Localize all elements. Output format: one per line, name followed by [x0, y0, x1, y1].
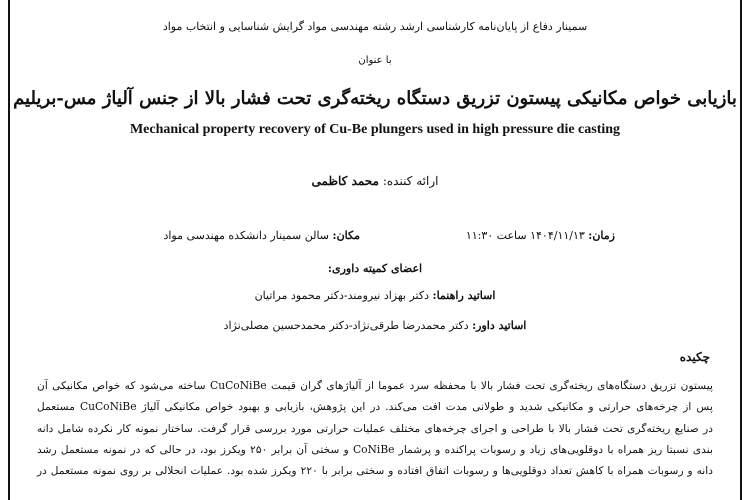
- presenter-name: محمد کاظمی: [311, 174, 379, 188]
- time-value: ۱۴۰۴/۱۱/۱۳ ساعت ۱۱:۳۰: [465, 229, 585, 242]
- presenter-label: ارائه کننده:: [382, 174, 439, 188]
- place-value: سالن سمینار دانشکده مهندسی مواد: [163, 229, 330, 242]
- abstract-heading: چکیده: [679, 350, 710, 364]
- title-persian: بازیابی خواص مکانیکی پیستون تزریق دستگاه ریخته‌گری تحت فشار بالا از جنس آلیاژ مس-بریلیم: [13, 88, 737, 109]
- advisors-line: [0, 289, 750, 302]
- title-intro: با عنوان: [358, 55, 392, 66]
- abstract-line: در صنایع ریخته‌گری تحت فشار بالا با طراحی و اجرای چرخه‌های مختلف عملیات حرارتی مورد بررسی قرار گرفت. ساختار نمونه کار نکرده شامل دانه: [37, 421, 713, 435]
- time-label: زمان:: [588, 229, 615, 242]
- advisors-value: دکتر بهزاد نیرومند-دکتر محمود مراتیان: [254, 289, 430, 302]
- reviewers-value: دکتر محمدرضا طرقی‌نژاد-دکتر محمدحسین مصلی‌نژاد: [223, 319, 469, 332]
- place-label: مکان:: [332, 229, 360, 242]
- abstract-line: دانه و رسوبات همراه با کاهش تعداد دوقلویی‌ها و رسوبات اتفاق افتاده و سختی برابر با ۲۲۰ ویکرز شده بود. عملیات انحلالی بر روی نمونه مستعمل در: [37, 464, 714, 478]
- committee-heading: اعضای کمیته داوری:: [327, 262, 423, 275]
- reviewers-line: [0, 319, 750, 332]
- abstract-line: پس از چرخه‌های حرارتی و مکانیکی شدید و طولانی مدت افت می‌کند. در این پژوهش، بازیابی و بهبود خواص مکانیکی آلیاژ CuCoNiBe مستعمل: [37, 400, 714, 414]
- seminar-line: سمینار دفاع از پایان‌نامه کارشناسی ارشد رشته مهندسی مواد گرایش شناسایی و انتخاب مواد: [162, 20, 588, 33]
- abstract-line: بندی نسبتا ریز همراه با دوقلویی‌های زیاد و رسوبات پراکنده و پرشمار CoNiBe و سختی آن برابر ۲۵۰ ویکرز بود، در حالی که در نمونه مستعمل رشد: [37, 442, 713, 456]
- place-info: [163, 229, 360, 242]
- time-info: [466, 229, 615, 242]
- reviewers-label: اساتید داور:: [472, 319, 527, 332]
- title-english: Mechanical property recovery of Cu-Be plungers used in high pressure die casting: [129, 122, 621, 137]
- presenter-line: [0, 174, 750, 188]
- advisors-label: اساتید راهنما:: [432, 289, 496, 302]
- abstract-body: [37, 375, 713, 481]
- abstract-line: پیستون تزریق دستگاه‌های ریخته‌گری تحت فشار بالا با محفظه سرد عموما از آلیاژهای گران قیمت CuCoNiBe ساخته می‌شود که خواص مکانیکی آن: [37, 379, 713, 392]
